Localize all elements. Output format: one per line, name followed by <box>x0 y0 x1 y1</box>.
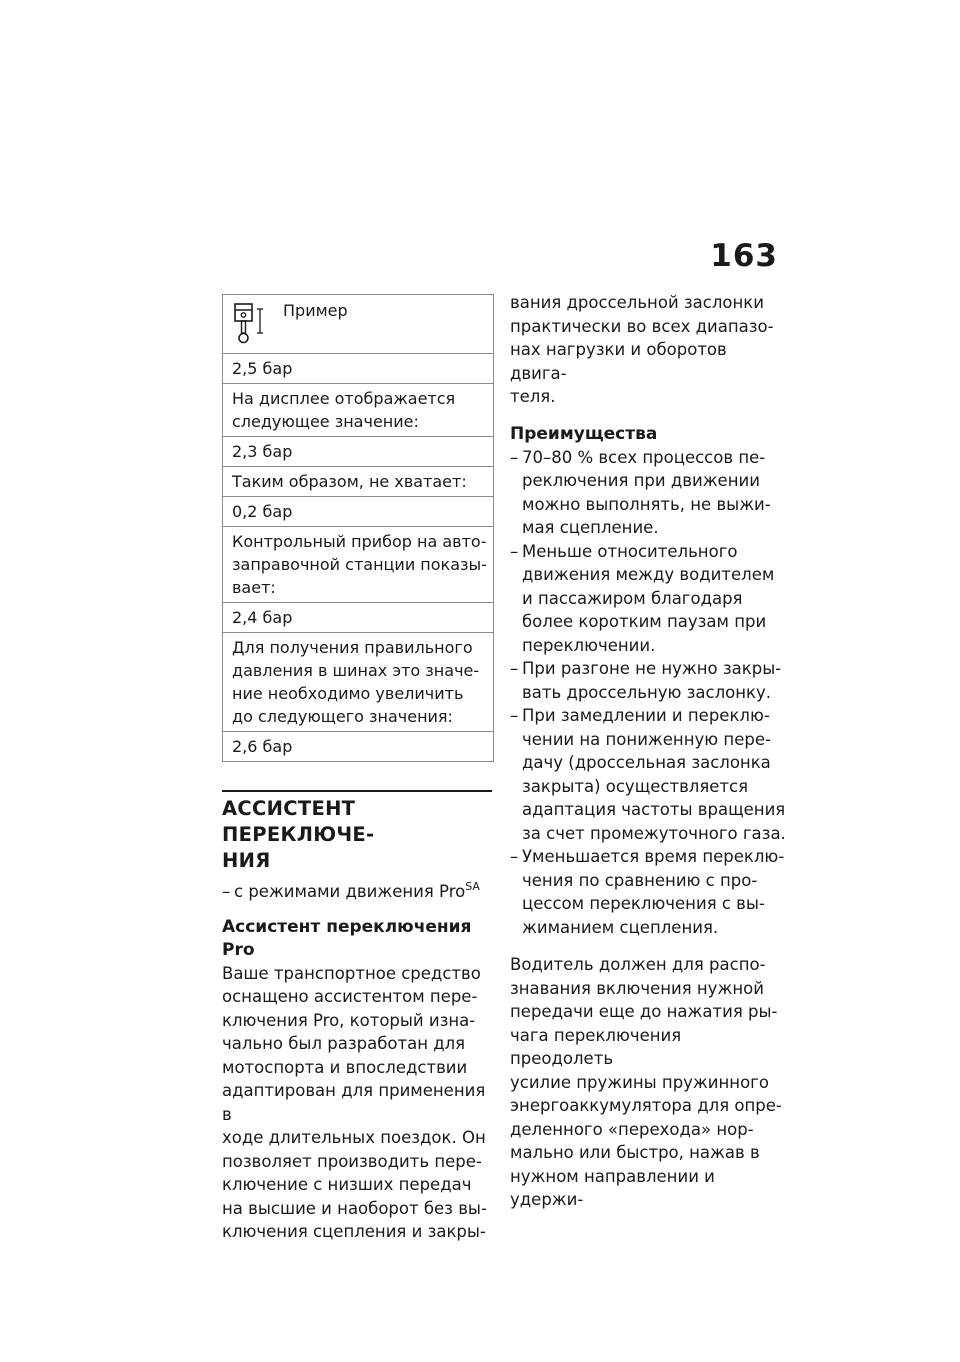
table-row <box>223 497 493 527</box>
list-item: – При разгоне не нужно закры- вать дроссельную заслонку. <box>510 657 786 704</box>
closing-paragraph: Водитель должен для распо- знавания включения нужной передачи еще до нажатия ры- чага переключения преодолеть усилие пружины пружинного энергоаккумулятора для опре- деленного «перехода» нор- мально или быстро, нажав в нужном направлении и удержи- <box>510 955 782 1209</box>
right-column <box>510 294 786 1212</box>
table-row <box>223 732 493 761</box>
table-cell: Таким образом, не хватает: <box>232 472 467 491</box>
table-row <box>223 437 493 467</box>
option-note-text: с режимами движения Pro <box>234 882 466 901</box>
example-table-header <box>223 295 493 354</box>
left-column <box>222 294 492 1244</box>
table-row <box>223 633 493 732</box>
table-row <box>223 527 493 603</box>
table-cell: 2,6 бар <box>232 737 293 756</box>
example-table-title: Пример <box>283 301 348 320</box>
table-cell: На дисплее отображается следующее значение: <box>232 389 456 431</box>
table-cell: 0,2 бар <box>232 502 293 521</box>
list-item: – 70–80 % всех процессов пе- реключения при движении можно выполнять, не выжи- мая сцепление. <box>510 446 786 540</box>
page-number: 163 <box>710 238 778 274</box>
table-cell: Для получения правильного давления в шинах это значе- ние необходимо увеличить до следующего значения: <box>232 638 480 726</box>
list-item: – Уменьшается время переклю- чения по сравнению с про- цессом переключения с вы- жиманием сцепления. <box>510 845 786 939</box>
table-row <box>223 467 493 497</box>
subsection-title: Ассистент переключения Pro <box>222 916 472 960</box>
body-paragraph: Ваше транспортное средство оснащено ассистентом пере- ключения Pro, который изна- чально был разработан для мотоспорта и впоследствии адаптирован для применения в ходе длительных поездок. Он позволяет производить пере- ключение с низших передач на высшие и наоборот без вы- ключения сцепления и закры- <box>222 963 487 1241</box>
table-cell: 2,5 бар <box>232 359 293 378</box>
table-cell: 2,4 бар <box>232 608 293 627</box>
option-note <box>222 880 492 904</box>
table-cell: Контрольный прибор на авто- заправочной станции показы- вает: <box>232 532 487 597</box>
table-row <box>223 603 493 633</box>
continuation-paragraph: вания дроссельной заслонки практически во всех диапазо- нах нагрузки и оборотов двига- теля. <box>510 293 774 406</box>
table-row <box>223 354 493 384</box>
list-item: – Меньше относительного движения между водителем и пассажиром благодаря более коротким паузам при переключении. <box>510 540 786 658</box>
tire-pressure-gauge-icon <box>232 299 268 345</box>
section-title: АССИСТЕНТ ПЕРЕКЛЮЧЕ- НИЯ <box>222 790 492 874</box>
advantages-title: Преимущества <box>510 423 658 444</box>
table-row <box>223 384 493 437</box>
advantages-list <box>510 446 786 940</box>
option-sup: SA <box>465 880 480 893</box>
table-cell: 2,3 бар <box>232 442 293 461</box>
example-table <box>222 294 494 762</box>
list-item: – При замедлении и переклю- чении на пониженную пере- дачу (дроссельная заслонка закрыта) осуществляется адаптация частоты вращения за счет промежуточного газа. <box>510 704 786 845</box>
